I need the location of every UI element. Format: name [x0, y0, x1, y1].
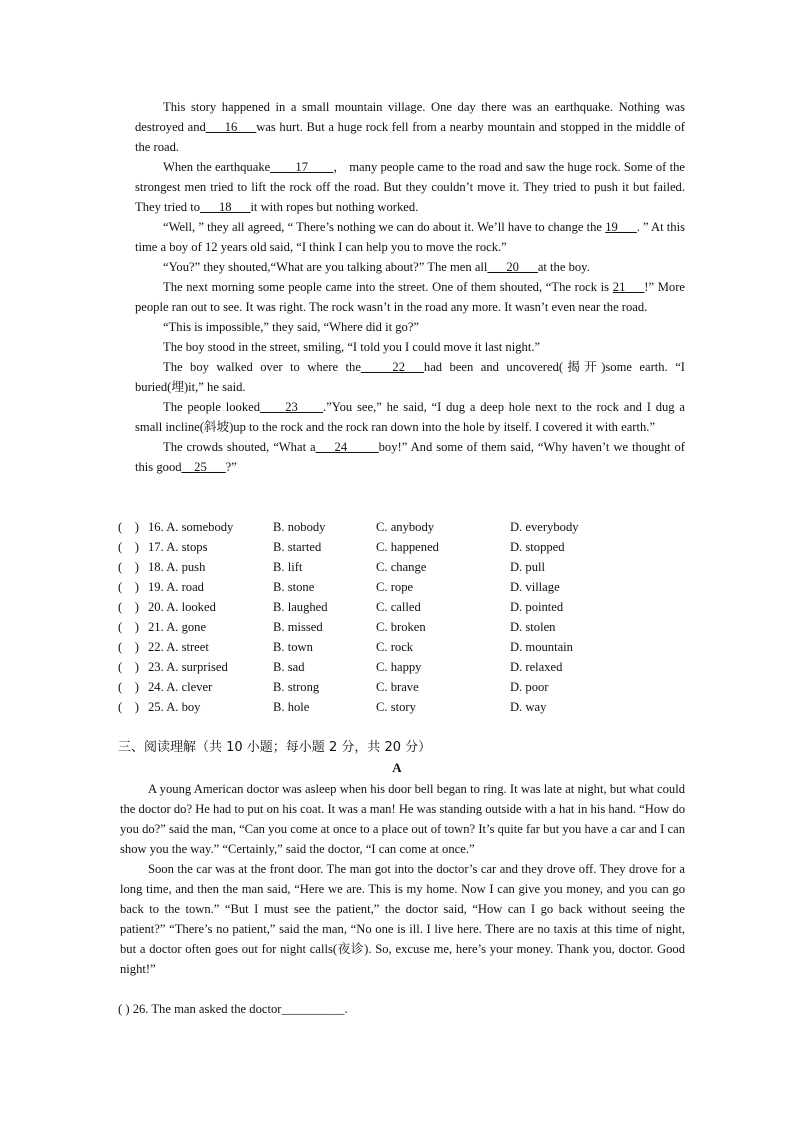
option-d: D. stopped — [510, 540, 565, 554]
answer-bracket[interactable]: ( ) — [118, 520, 139, 534]
option-b: B. sad — [273, 660, 305, 674]
text: When the earthquake — [163, 160, 271, 174]
cloze-paragraph — [135, 277, 685, 317]
option-d: D. pull — [510, 560, 545, 574]
text: at the boy. — [537, 260, 590, 274]
text: “This is impossible,” they said, “Where did it go?” — [163, 320, 420, 334]
answer-bracket[interactable]: ( ) — [118, 580, 139, 594]
option-b: B. started — [273, 540, 322, 554]
option-a: 23. A. surprised — [148, 660, 228, 674]
question-26 — [118, 999, 348, 1019]
answer-bracket[interactable]: ( ) — [118, 680, 139, 694]
answer-bracket[interactable]: ( ) — [118, 600, 139, 614]
text: . ” At this time a boy of 12 years old said, “I think I can help you to move the rock.” — [135, 220, 686, 254]
reading-paragraph: A young American doctor was asleep when his door bell began to ring. It was late at night, but what could the doctor do? He had to put on his coat. It was a man! He was standing outside with a hat in his hand. “How do you do?” said the man, “Can you come at once to a place out of town? It’s quite far but you have a car and I can show you the way.” “Certainly,” said the doctor, “I can come at once.” — [120, 782, 685, 856]
blank-18: ___18___ — [200, 200, 251, 214]
option-a: 20. A. looked — [148, 600, 216, 614]
answer-bracket[interactable]: ( ) — [118, 660, 139, 674]
option-row — [118, 537, 698, 557]
option-b: B. laughed — [273, 600, 328, 614]
option-d: D. poor — [510, 680, 549, 694]
option-b: B. lift — [273, 560, 303, 574]
option-c: C. brave — [376, 680, 419, 694]
blank-16: ___16___ — [205, 120, 257, 134]
text: ?” — [225, 460, 237, 474]
cloze-paragraph — [135, 257, 685, 277]
answer-bracket[interactable]: ( ) — [118, 540, 139, 554]
text: it with ropes but nothing worked. — [250, 200, 419, 214]
text: The crowds shouted, “What a — [163, 440, 316, 454]
option-row — [118, 657, 698, 677]
cloze-paragraph — [135, 157, 685, 217]
option-b: B. missed — [273, 620, 323, 634]
text: The boy stood in the street, smiling, “I told you I could move it last night.” — [163, 340, 541, 354]
option-row — [118, 677, 698, 697]
reading-paragraph: Soon the car was at the front door. The man got into the doctor’s car and they drove off. They drove for a long time, and then the man said, “Here we are. This is my home. Now I can give you money, and you can go back to the town.” “But I must see the patient,” the doctor said, “How can I go back without seeing the patient?” “There’s no patient,” said the man, “No one is ill. I live here. There are no taxis at this time of night, but a doctor often goes out for night calls(夜诊). So, excuse me, here’s your money. Thank you, doctor. Good night!” — [120, 862, 685, 976]
option-c: C. change — [376, 560, 427, 574]
option-b: B. nobody — [273, 520, 326, 534]
text: The boy walked over to where the — [163, 360, 361, 374]
text: was hurt. But a huge rock fell from a nearby mountain and stopped in the middle of the road. — [135, 120, 685, 154]
option-c: C. happy — [376, 660, 422, 674]
option-d: D. everybody — [510, 520, 579, 534]
answer-bracket[interactable]: ( ) — [118, 700, 139, 714]
option-d: D. mountain — [510, 640, 573, 654]
option-row — [118, 577, 698, 597]
option-a: 24. A. clever — [148, 680, 213, 694]
cloze-options — [118, 517, 698, 717]
option-c: C. story — [376, 700, 416, 714]
question-text: 26. The man asked the doctor — [132, 1002, 282, 1016]
option-a: 19. A. road — [148, 580, 204, 594]
cloze-paragraph — [135, 397, 685, 437]
text: “Well, ” they all agreed, “ There’s nothing we can do about it. We’ll have to change the — [163, 220, 603, 234]
option-c: C. rope — [376, 580, 414, 594]
cloze-paragraph — [135, 97, 685, 157]
option-b: B. town — [273, 640, 313, 654]
blank-23: ____23____ — [260, 400, 324, 414]
answer-blank[interactable]: __________. — [281, 1002, 348, 1016]
cloze-paragraph — [135, 437, 685, 477]
text: “You?” they shouted,“What are you talking about?” The men all — [163, 260, 488, 274]
option-row — [118, 517, 698, 537]
option-c: C. happened — [376, 540, 439, 554]
cloze-passage — [135, 97, 685, 477]
option-row — [118, 557, 698, 577]
reading-passage — [120, 779, 685, 979]
option-c: C. rock — [376, 640, 414, 654]
option-c: C. anybody — [376, 520, 435, 534]
option-d: D. way — [510, 700, 547, 714]
blank-22: _____22___ — [360, 360, 424, 374]
option-a: 16. A. somebody — [148, 520, 234, 534]
option-a: 21. A. gone — [148, 620, 207, 634]
option-d: D. stolen — [510, 620, 556, 634]
part-label: A — [392, 760, 402, 775]
text: had been and uncovered(揭开)some earth. “I buried(埋)it,” he said. — [135, 360, 685, 394]
option-row — [118, 597, 698, 617]
option-row — [118, 637, 698, 657]
option-a: 17. A. stops — [148, 540, 208, 554]
blank-20: ___20___ — [487, 260, 538, 274]
text: The people looked — [163, 400, 261, 414]
option-row — [118, 697, 698, 717]
text: ， many people came to the road and saw the huge rock. Some of the strongest men tried to lift the rock off the road. But they couldn’t move it. They tried to push it but failed. They tried to — [135, 160, 685, 214]
option-a: 25. A. boy — [148, 700, 201, 714]
blank-19: 19___ — [605, 220, 637, 234]
blank-17: ____17____ — [270, 160, 334, 174]
text: The next morning some people came into the street. One of them shouted, “The rock is — [163, 280, 610, 294]
option-row — [118, 617, 698, 637]
option-a: 22. A. street — [148, 640, 209, 654]
cloze-paragraph — [135, 217, 685, 257]
option-c: C. broken — [376, 620, 426, 634]
answer-bracket[interactable]: ( ) — [118, 1002, 130, 1016]
blank-21: 21___ — [612, 280, 645, 294]
option-a: 18. A. push — [148, 560, 206, 574]
text: This story happened in a small mountain village. One day there was an earthquake. Nothing was destroyed and — [135, 100, 685, 134]
answer-bracket[interactable]: ( ) — [118, 620, 139, 634]
option-d: D. pointed — [510, 600, 564, 614]
section-heading: 三、阅读理解（共 10 小题；每小题 2 分，共 20 分） — [118, 740, 432, 755]
blank-25: __25___ — [181, 460, 226, 474]
cloze-paragraph — [135, 317, 685, 337]
blank-24: ___24_____ — [315, 440, 379, 454]
cloze-paragraph — [135, 357, 685, 397]
option-c: C. called — [376, 600, 421, 614]
option-b: B. strong — [273, 680, 320, 694]
option-d: D. village — [510, 580, 560, 594]
answer-bracket[interactable]: ( ) — [118, 640, 139, 654]
text: .”You see,” he said, “I dug a deep hole next to the rock and I dug a small incline(斜坡)up to the rock and the rock ran down into the hole by itself. I covered it with earth.” — [135, 400, 686, 434]
cloze-paragraph — [135, 337, 685, 357]
answer-bracket[interactable]: ( ) — [118, 560, 139, 574]
option-b: B. stone — [273, 580, 315, 594]
option-d: D. relaxed — [510, 660, 563, 674]
option-b: B. hole — [273, 700, 310, 714]
text: !” More people ran out to see. It was right. The rock wasn’t in the road any more. It wasn’t even near the road. — [135, 280, 685, 314]
text: boy!” And some of them said, “Why haven’t we thought of this good — [135, 440, 685, 474]
